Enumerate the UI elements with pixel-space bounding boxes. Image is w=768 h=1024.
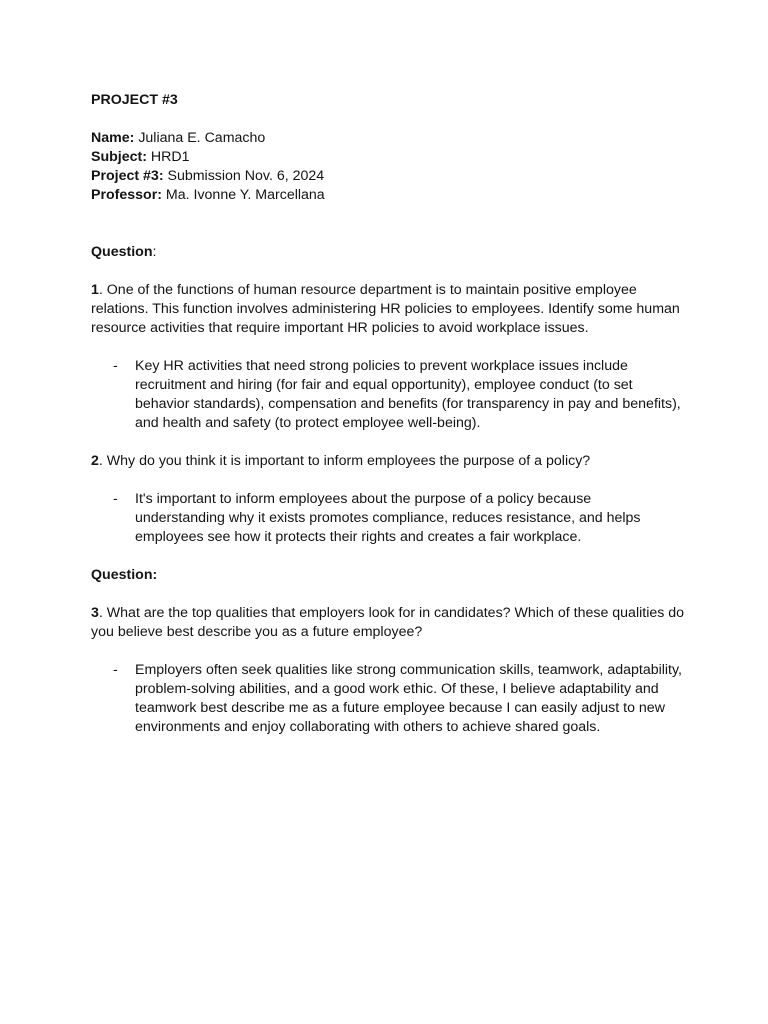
- question-1: [91, 281, 691, 338]
- project-label: Project #3:: [91, 168, 164, 184]
- professor-label: Professor:: [91, 187, 162, 203]
- answer-1: [91, 357, 683, 433]
- question-3: [91, 604, 691, 642]
- project-title: PROJECT #3: [91, 92, 178, 108]
- question-3-text: . What are the top qualities that employers look for in candidates? Which of these qualities do you believe best describe you as a future employee?: [91, 605, 685, 640]
- bullet-dash: -: [113, 491, 118, 507]
- subject-line: [91, 148, 691, 167]
- project-line: [91, 167, 691, 186]
- question-3-number: 3: [91, 605, 99, 621]
- section-heading-2: Question:: [91, 567, 158, 583]
- professor-value: Ma. Ivonne Y. Marcellana: [161, 187, 325, 203]
- subject-value: HRD1: [146, 149, 190, 165]
- section-heading-1: Question:: [91, 244, 157, 260]
- question-2: [91, 452, 691, 471]
- question-2-number: 2: [91, 453, 99, 469]
- name-label: Name:: [91, 130, 135, 146]
- project-value: Submission Nov. 6, 2024: [163, 168, 325, 184]
- bullet-dash: -: [113, 358, 118, 374]
- bullet-dash: -: [113, 662, 118, 678]
- question-2-text: . Why do you think it is important to inform employees the purpose of a policy?: [98, 453, 591, 469]
- answer-2-text: It's important to inform employees about the purpose of a policy because understanding why it exists promotes compliance, reduces resistance, and helps employees see how it protects their rights and creates a fair workplace.: [135, 491, 641, 545]
- subject-label: Subject:: [91, 149, 147, 165]
- question-1-text: . One of the functions of human resource department is to maintain positive employee relations. This function involves administering HR policies to employees. Identify some human resource activities that require important HR policies to avoid workplace issues.: [91, 282, 680, 336]
- document-body: [91, 91, 691, 737]
- name-line: [91, 129, 691, 148]
- answer-3: [91, 661, 683, 737]
- answer-2: [91, 490, 683, 547]
- answer-3-text: Employers often seek qualities like strong communication skills, teamwork, adaptability, problem-solving abilities, and a good work ethic. Of these, I believe adaptability and teamwork best describe me as a future employee because I can easily adjust to new environments and enjoy collaborating with others to achieve shared goals.: [135, 662, 682, 735]
- answer-1-text: Key HR activities that need strong policies to prevent workplace issues include recruitment and hiring (for fair and equal opportunity), employee conduct (to set behavior standards), compensation and benefits (for transparency in pay and benefits), and health and safety (to protect employee well-being).: [135, 358, 681, 431]
- question-1-number: 1: [91, 282, 99, 298]
- professor-line: [91, 186, 691, 205]
- name-value: Juliana E. Camacho: [134, 130, 266, 146]
